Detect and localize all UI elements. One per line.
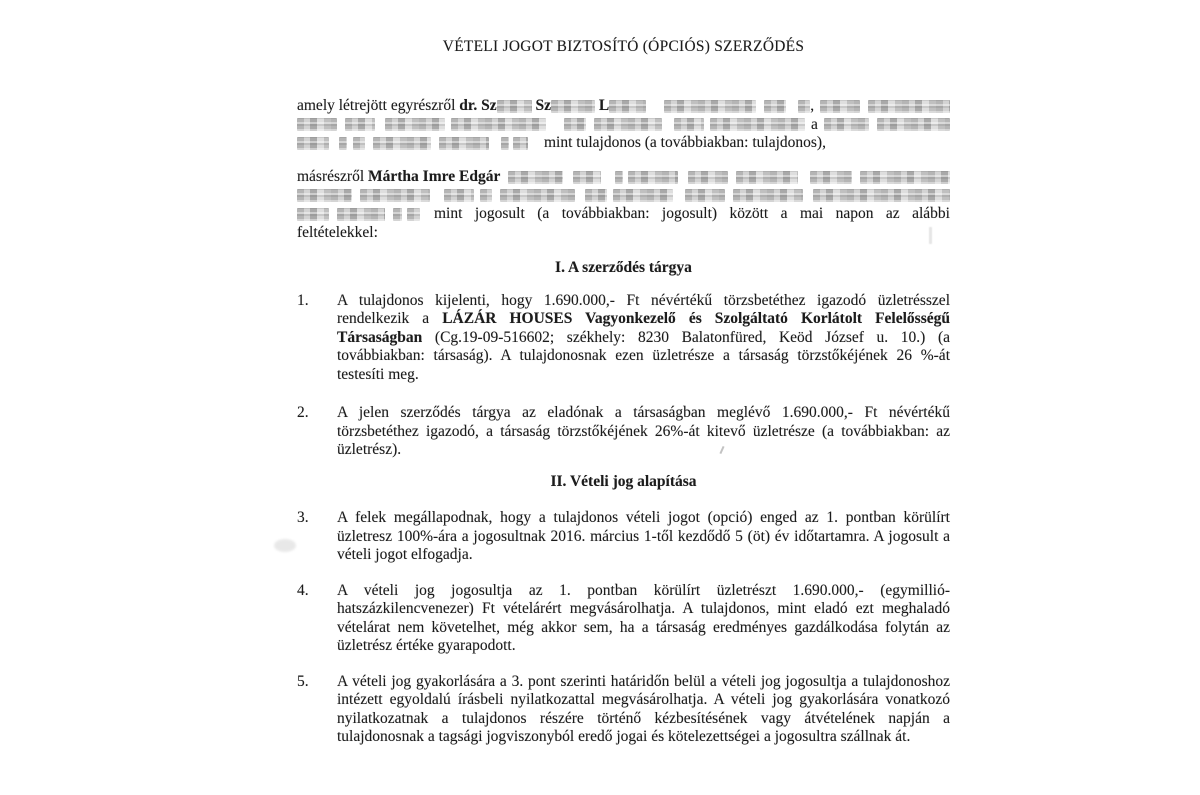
contract-item-1 bbox=[297, 292, 950, 385]
redaction-block bbox=[628, 171, 678, 184]
item5-text-body: A vételi jog gyakorlására a 3. pont szerinti határidőn belül a vételi jog jogosultja a tulajdonoshoz intézett egyoldalú írásbeli nyilatkozattal megvásárolhatja. A vételi jog gyakorlására vonatkozó nyilatkozatnak a tulajdonos részére történő kézbesítésének vagy átvételének napján a tulajdonosnak a tagsági jogviszonyból eredő jogai és kötelezettségei a jogosultra szállnak át. bbox=[337, 672, 950, 746]
redaction-block bbox=[360, 189, 430, 202]
redaction-block bbox=[813, 189, 950, 202]
item3-text-body: A felek megállapodnak, hogy a tulajdonos vételi jogot (opció) enged az 1. pontban körülírt üzletresz 100%-ára a jogosultnak 2016. március 1-től kezdődő 5 (öt) év időtartamra. A jogosult a vételi jogot elfogadja. bbox=[337, 509, 950, 564]
redaction-block bbox=[868, 100, 950, 113]
item5-number: 5. bbox=[297, 672, 309, 690]
redaction-block bbox=[444, 189, 474, 202]
section1-heading: I. A szerződés tárgya bbox=[555, 259, 692, 277]
redaction-block bbox=[594, 118, 662, 131]
document-content bbox=[297, 0, 950, 747]
item3-text bbox=[337, 509, 950, 565]
party2-line-3 bbox=[297, 205, 950, 224]
redaction-block bbox=[508, 171, 563, 184]
redaction-block bbox=[297, 118, 337, 131]
redaction-block bbox=[500, 189, 575, 202]
redaction-block bbox=[664, 100, 756, 113]
redaction-block bbox=[710, 118, 805, 131]
redaction-block bbox=[345, 118, 375, 131]
item5-text bbox=[337, 673, 950, 747]
party2-tail: feltételekkel: bbox=[297, 223, 378, 241]
redaction-block bbox=[439, 137, 489, 150]
party1-tail: mint tulajdonos (a továbbiakban: tulajdonos), bbox=[544, 134, 826, 152]
redaction-block bbox=[353, 137, 365, 150]
redaction-block bbox=[585, 189, 607, 202]
redaction-block bbox=[820, 100, 860, 113]
redaction-block bbox=[615, 171, 623, 184]
party2-line-1 bbox=[297, 168, 950, 187]
item1-text bbox=[337, 292, 950, 385]
redaction-block bbox=[798, 100, 810, 113]
redaction-block bbox=[810, 171, 852, 184]
redaction-block bbox=[339, 137, 347, 150]
redaction-block bbox=[688, 171, 728, 184]
redaction-block bbox=[337, 208, 385, 221]
party1-line-3 bbox=[297, 134, 950, 153]
contract-item-5 bbox=[297, 673, 950, 747]
item1-text-bold: LÁZÁR HOUSES Vagyonkezelő és Szolgáltató Korlátolt Felelősségű Társaságban bbox=[337, 310, 950, 346]
redaction-block bbox=[297, 208, 329, 221]
item4-text-body: A vételi jog jogosultja az 1. pontban körülírt üzletrészt 1.690.000,- (egymillió-hatszázkilencvenezer) Ft vételárért megvásárolhatja. A tulajdonos, mint eladó ezt meghaladó vételárat nem követelhet, még akkor sem, ha a társaság eredményes gazdálkodása folytán az üzletrész értéke gyarapodott. bbox=[337, 581, 950, 655]
redaction-block bbox=[373, 137, 431, 150]
redaction-block bbox=[393, 208, 402, 221]
redaction-block bbox=[573, 171, 601, 184]
party2-lead: másrészről bbox=[297, 167, 369, 185]
item4-number: 4. bbox=[297, 581, 309, 599]
redaction-block bbox=[564, 118, 586, 131]
redaction-block bbox=[685, 189, 725, 202]
party1-name-part2: Sz bbox=[531, 97, 551, 115]
redaction-block bbox=[407, 208, 420, 221]
party1-lead: amely létrejött egyrészről bbox=[297, 97, 460, 115]
contract-item-3 bbox=[297, 509, 950, 565]
redaction-block bbox=[451, 118, 546, 131]
redaction-block bbox=[609, 100, 646, 113]
contract-item-4 bbox=[297, 582, 950, 656]
item1-number: 1. bbox=[297, 291, 309, 309]
party1-line-2 bbox=[297, 116, 950, 135]
party2-line-2 bbox=[297, 186, 950, 205]
redaction-block bbox=[860, 171, 950, 184]
redaction-block bbox=[736, 171, 798, 184]
item2-text bbox=[337, 404, 950, 460]
redaction-block bbox=[764, 100, 786, 113]
redaction-block bbox=[480, 189, 492, 202]
party1-name-part3: L bbox=[594, 97, 610, 115]
redaction-block bbox=[297, 189, 352, 202]
party1-line-1 bbox=[297, 97, 950, 116]
item4-text bbox=[337, 582, 950, 656]
party2-name: Mártha Imre Edgár bbox=[368, 167, 501, 185]
scan-artifact bbox=[274, 539, 296, 552]
item1-text-post: (Cg.19-09-516602; székhely: 8230 Balatonfüred, Keöd József u. 10.) (a továbbiakban: társaság). A tulajdonosnak ezen üzletrésze a társaság törzstőkéjének 26 %-át testesíti meg. bbox=[337, 328, 950, 383]
redaction-block bbox=[513, 137, 528, 150]
section2-heading: II. Vételi jog alapítása bbox=[550, 472, 697, 490]
redaction-block bbox=[501, 137, 509, 150]
contract-item-2 bbox=[297, 404, 950, 460]
party2-line-4 bbox=[297, 224, 950, 243]
stray-letter: a bbox=[811, 115, 818, 133]
redaction-block bbox=[613, 189, 673, 202]
item1-text-pre: A tulajdonos kijelenti, hogy 1.690.000,- Ft névértékű törzsbetéthez igazodó üzletrésszel rendelkezik a bbox=[337, 291, 950, 328]
redaction-block bbox=[497, 100, 532, 113]
party2-mid: mint jogosult (a továbbiakban: jogosult) között a mai napon az alábbi bbox=[434, 205, 950, 223]
item2-text-body: A jelen szerződés tárgya az eladónak a társaságban meglévő 1.690.000,- Ft névértékű törzsbetéthez igazodó, a társaság törzstőkéjének 26%-át kitevő üzletrésze (a továbbiakban: az üzletrész). bbox=[337, 404, 950, 459]
redaction-block bbox=[824, 118, 869, 131]
item3-number: 3. bbox=[297, 509, 309, 527]
document-title: VÉTELI JOGOT BIZTOSÍTÓ (ÓPCIÓS) SZERZŐDÉS bbox=[442, 38, 805, 55]
redaction-block bbox=[551, 100, 595, 113]
redaction-block bbox=[297, 137, 329, 150]
party2-paragraph bbox=[297, 168, 950, 242]
stray-comma: , bbox=[810, 97, 815, 115]
redaction-block bbox=[733, 189, 803, 202]
redaction-block bbox=[877, 118, 950, 131]
redaction-block bbox=[385, 118, 445, 131]
item2-number: 2. bbox=[297, 404, 309, 422]
redaction-block bbox=[674, 118, 704, 131]
party1-name-part1: dr. Sz bbox=[459, 97, 497, 115]
party1-paragraph bbox=[297, 97, 950, 153]
